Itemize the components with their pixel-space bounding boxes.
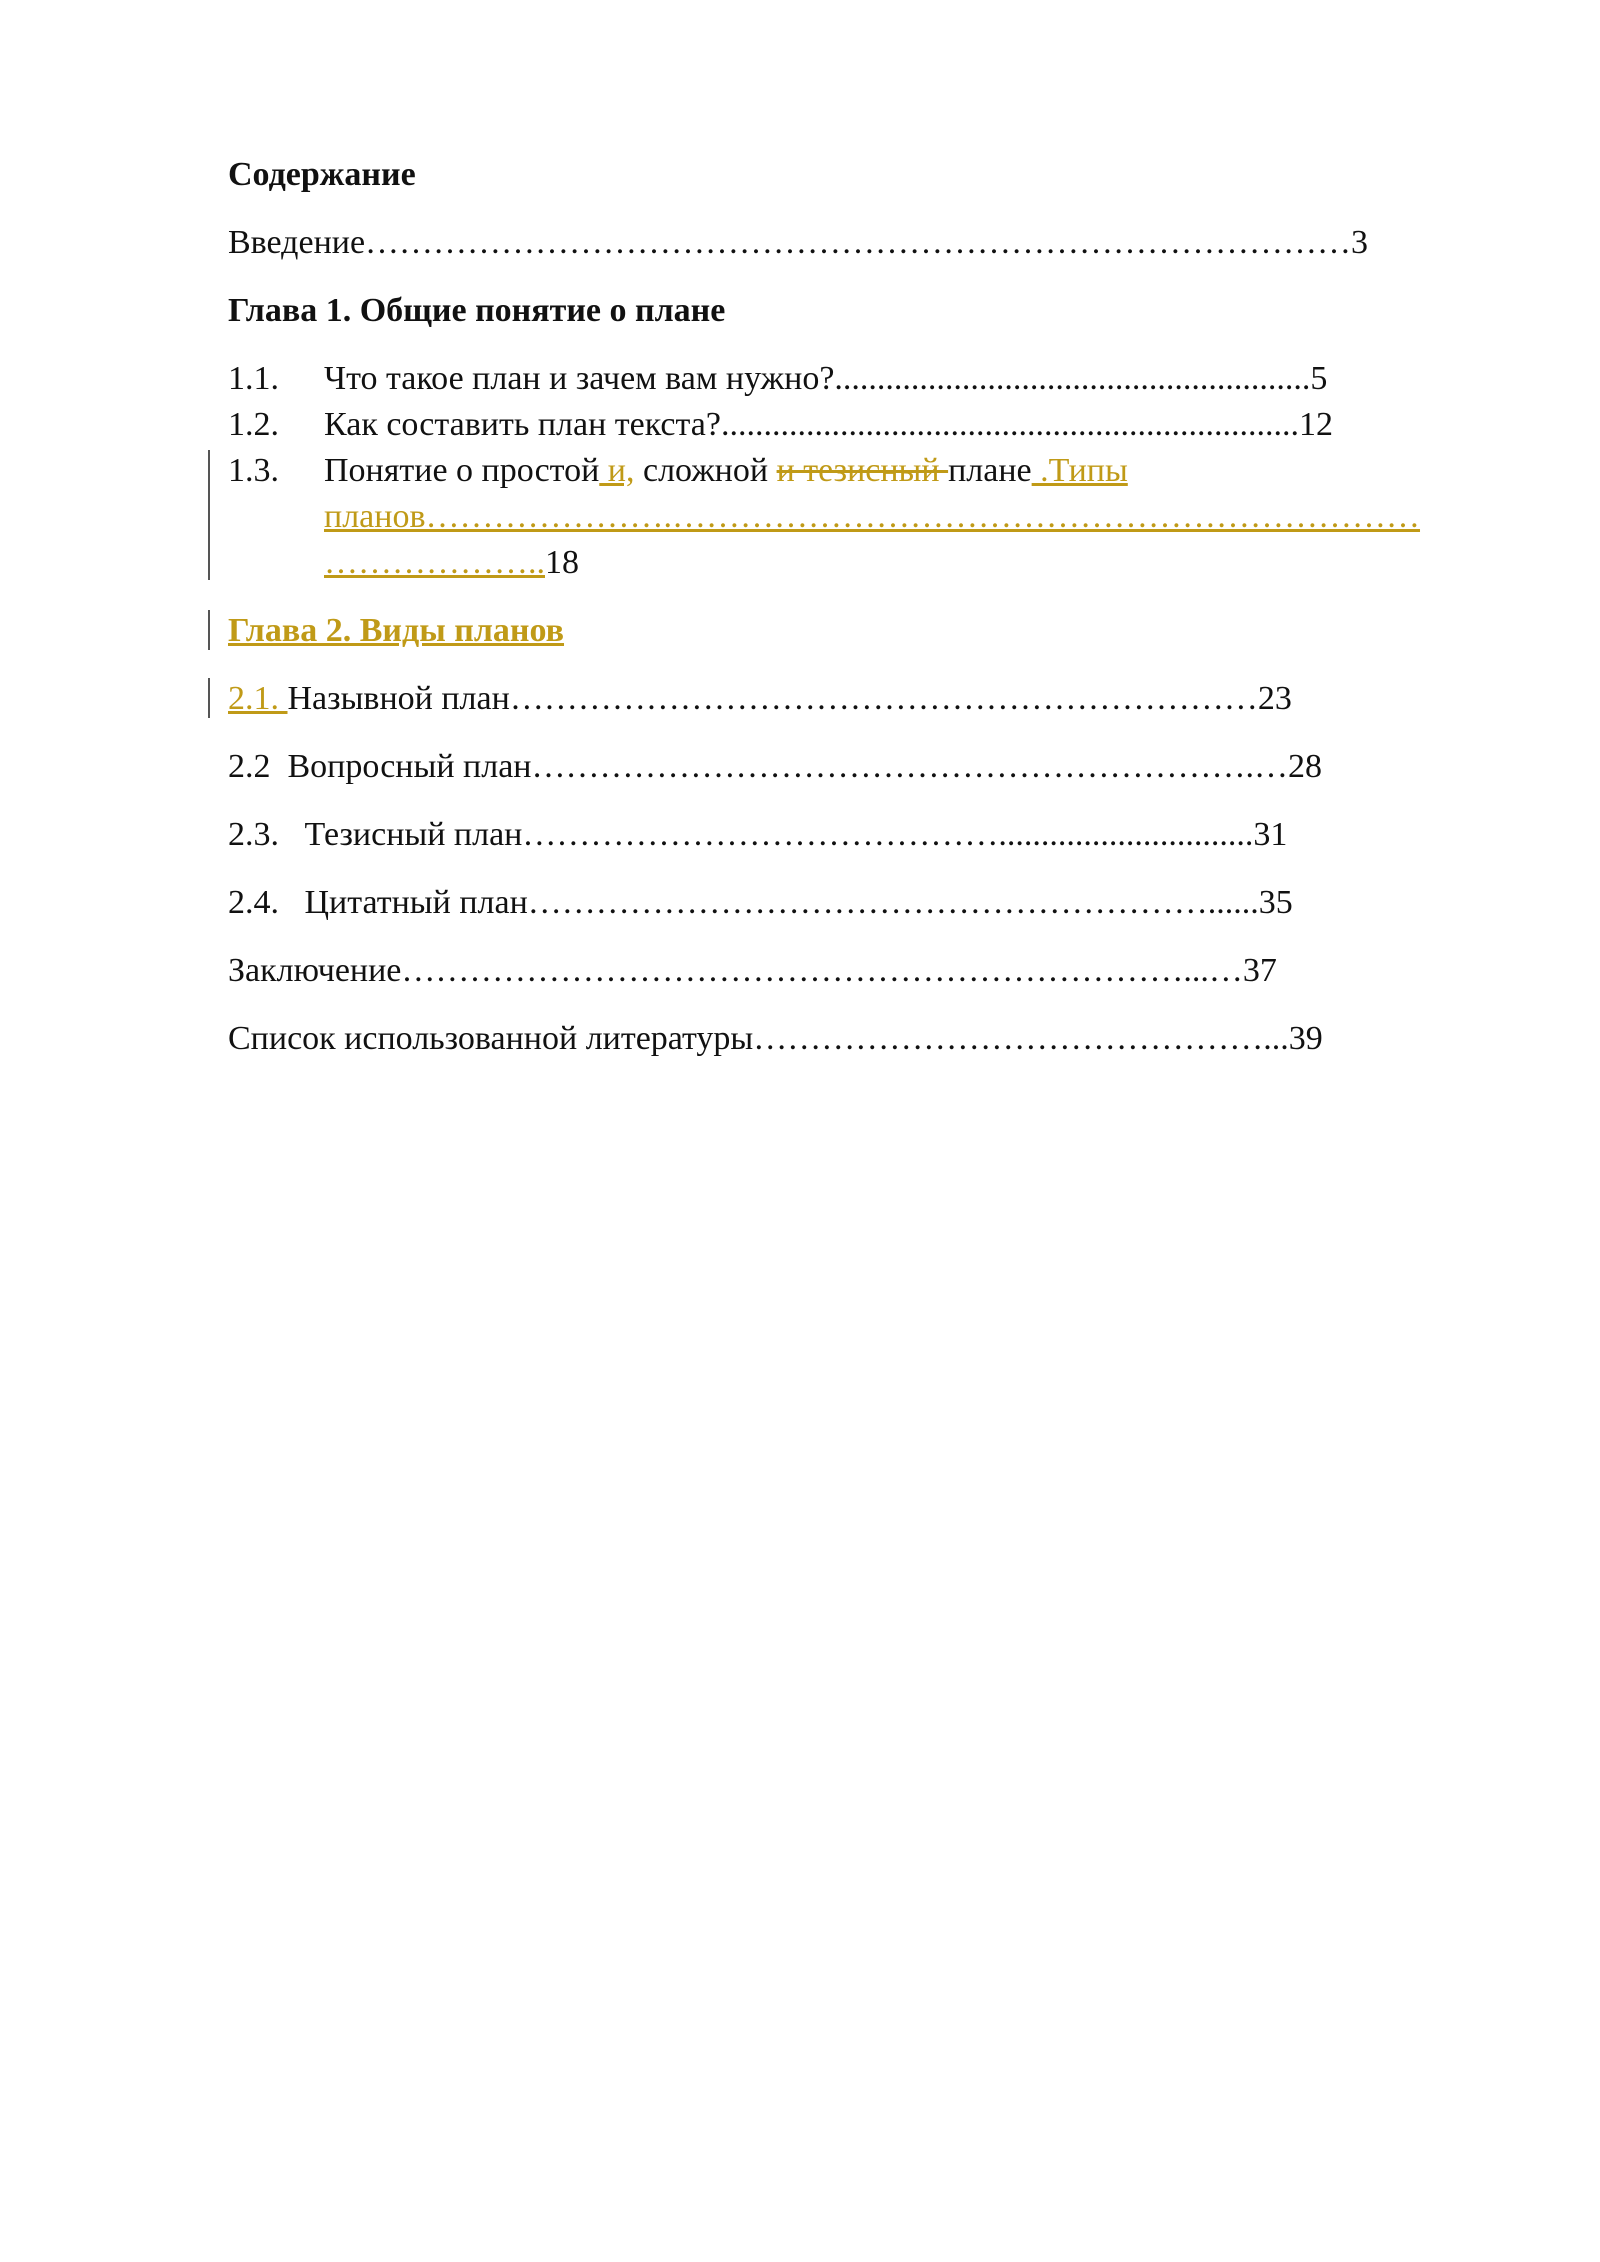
entry-page-number: 31 bbox=[1253, 816, 1288, 853]
entry-leader-dots: ……………………………………………………...... bbox=[527, 884, 1259, 921]
toc-entry-2-3[interactable] bbox=[228, 812, 1287, 858]
entry-leader-dots: …………………………………………………………………………… bbox=[365, 224, 1352, 261]
entry-leader-dots: ………………………………………... bbox=[753, 1020, 1289, 1057]
inserted-text: планов………………… bbox=[324, 498, 664, 535]
inserted-text: ……………….. bbox=[324, 544, 545, 581]
toc-chapter-2-heading[interactable]: Глава 2. Виды планов bbox=[228, 612, 565, 649]
inserted-text: 2.1. bbox=[228, 680, 288, 717]
deleted-text: и тезисный bbox=[776, 452, 949, 489]
toc-entry-intro[interactable] bbox=[228, 220, 1368, 266]
entry-page-number: 39 bbox=[1288, 1020, 1323, 1057]
entry-text: Вопросный план bbox=[270, 748, 532, 785]
toc-entry-references[interactable] bbox=[228, 1016, 1323, 1062]
toc-entry-1-2[interactable] bbox=[228, 402, 1333, 448]
entry-text: Список использованной литературы bbox=[228, 1020, 754, 1057]
entry-leader-dots: …………………………………….............................. bbox=[522, 816, 1254, 853]
entry-leader-dots: .................................................................... bbox=[720, 406, 1299, 443]
entry-text: Понятие о простой bbox=[324, 452, 600, 489]
toc-entry-conclusion[interactable] bbox=[228, 948, 1277, 994]
entry-number: 1.1. bbox=[228, 360, 279, 397]
entry-page-number: 5 bbox=[1310, 360, 1328, 397]
entry-page-number: 35 bbox=[1258, 884, 1293, 921]
entry-page-number: 12 bbox=[1298, 406, 1333, 443]
toc-entry-1-3-continued[interactable] bbox=[324, 494, 1420, 540]
entry-number: 2.3. bbox=[228, 816, 279, 853]
entry-text: плане bbox=[948, 452, 1032, 489]
entry-leader-dots: ........................................................ bbox=[834, 360, 1311, 397]
entry-text: сложной bbox=[634, 452, 777, 489]
entry-text: Тезисный план bbox=[279, 816, 523, 853]
toc-entry-2-4[interactable] bbox=[228, 880, 1293, 926]
entry-page-number: 3 bbox=[1351, 224, 1369, 261]
entry-text: Введение bbox=[228, 224, 366, 261]
entry-number: 1.3. bbox=[228, 452, 279, 489]
toc-entry-2-2[interactable] bbox=[228, 744, 1322, 790]
entry-page-number: 28 bbox=[1288, 748, 1322, 785]
toc-entry-1-3-continued-2[interactable] bbox=[324, 540, 579, 586]
entry-text: Как составить план текста? bbox=[324, 406, 721, 443]
entry-text: Заключение bbox=[228, 952, 402, 989]
inserted-text: и, bbox=[599, 452, 635, 489]
entry-page-number: 37 bbox=[1242, 952, 1277, 989]
entry-number: 2.2 bbox=[228, 748, 271, 785]
entry-number: 2.4. bbox=[228, 884, 279, 921]
toc-entry-1-1[interactable] bbox=[228, 356, 1327, 402]
inserted-text: .Типы bbox=[1031, 452, 1128, 489]
toc-entry-2-1[interactable] bbox=[228, 676, 1292, 722]
toc-entry-1-3[interactable] bbox=[228, 448, 1128, 494]
change-bar bbox=[208, 610, 210, 650]
change-bar bbox=[208, 450, 210, 580]
entry-leader-dots: ……………………………………………………………...… bbox=[401, 952, 1243, 989]
entry-leader-dots: .………………………………………………………… bbox=[663, 498, 1421, 535]
entry-leader-dots: ……………………………………………………….… bbox=[531, 748, 1288, 785]
entry-number: 1.2. bbox=[228, 406, 279, 443]
toc-title: Содержание bbox=[228, 156, 416, 193]
entry-page-number: 23 bbox=[1257, 680, 1292, 717]
entry-text: Цитатный план bbox=[279, 884, 528, 921]
entry-page-number: 18 bbox=[545, 544, 579, 581]
entry-text: Что такое план и зачем вам нужно? bbox=[324, 360, 835, 397]
toc-chapter-1-heading[interactable]: Глава 1. Общие понятие о плане bbox=[228, 292, 726, 329]
entry-text: Назывной план bbox=[287, 680, 510, 717]
change-bar bbox=[208, 678, 210, 718]
entry-leader-dots: ………………………………………………………… bbox=[509, 680, 1258, 717]
